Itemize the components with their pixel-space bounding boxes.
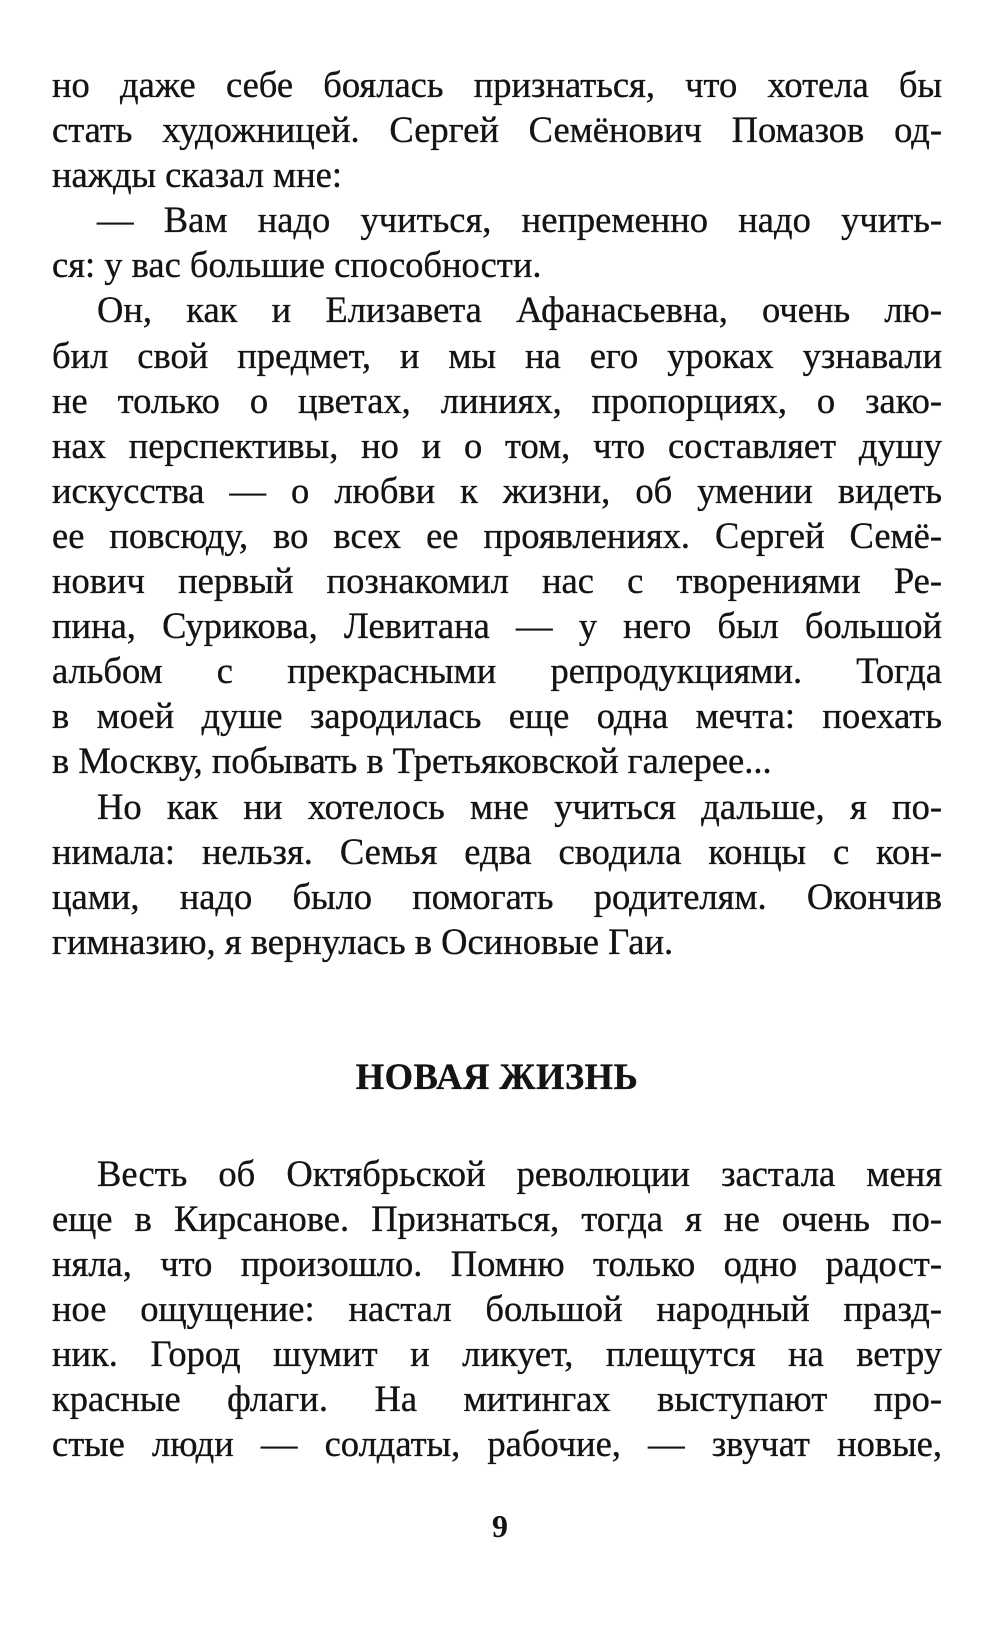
text-line: бил свой предмет, и мы на его уроках узнавали bbox=[52, 334, 942, 376]
text-line: ник. Город шумит и ликует, плещутся на ветру bbox=[52, 1333, 942, 1375]
text-line: нах перспективы, но и о том, что составляет душу bbox=[52, 424, 942, 466]
text-line: стые люди — солдаты, рабочие, — звучат новые, bbox=[52, 1423, 942, 1465]
heading-spacer-bottom bbox=[52, 1099, 942, 1151]
paragraph bbox=[52, 62, 942, 197]
text-line: цами, надо было помогать родителям. Окончив bbox=[52, 875, 942, 917]
text-line: Но как ни хотелось мне учиться дальше, я по- bbox=[97, 785, 942, 827]
paragraph bbox=[52, 197, 942, 287]
page-number: 9 bbox=[492, 1508, 508, 1544]
heading-spacer-top bbox=[52, 964, 942, 1054]
text-line: не только о цветах, линиях, пропорциях, о зако- bbox=[52, 379, 942, 421]
text-line: нажды сказал мне: bbox=[52, 154, 343, 196]
text-line: но даже себе боялась признаться, что хотела бы bbox=[52, 64, 942, 105]
text-line: в Москву, побывать в Третьяковской галерее... bbox=[52, 740, 772, 782]
text-line: искусства — о любви к жизни, об умении видеть bbox=[52, 469, 942, 511]
text-line: ное ощущение: настал большой народный празд- bbox=[52, 1288, 942, 1330]
text-line: няла, что произошло. Помню только одно радост- bbox=[52, 1243, 942, 1285]
text-before-heading bbox=[52, 62, 942, 964]
paragraph bbox=[52, 784, 942, 964]
page-body bbox=[52, 62, 942, 1467]
chapter-heading: НОВАЯ ЖИЗНЬ bbox=[355, 1055, 639, 1097]
text-line: стать художницей. Сергей Семёнович Помазов од- bbox=[52, 109, 942, 151]
text-line: ся: у вас большие способности. bbox=[52, 244, 542, 286]
text-line: нимала: нельзя. Семья едва сводила концы с кон- bbox=[52, 830, 942, 872]
paragraph bbox=[52, 287, 942, 783]
text-line: еще в Кирсанове. Признаться, тогда я не очень по- bbox=[52, 1197, 942, 1239]
text-line: в моей душе зародилась еще одна мечта: поехать bbox=[52, 695, 942, 737]
text-line: Весть об Октябрьской революции застала меня bbox=[97, 1152, 942, 1194]
text-line: пина, Сурикова, Левитана — у него был большой bbox=[52, 605, 942, 647]
text-line: гимназию, я вернулась в Осиновые Гаи. bbox=[52, 920, 674, 962]
text-line: красные флаги. На митингах выступают про- bbox=[52, 1378, 942, 1420]
text-line: нович первый познакомил нас с творениями Ре- bbox=[52, 560, 942, 602]
text-after-heading bbox=[52, 1151, 942, 1467]
text-line: — Вам надо учиться, непременно надо учить- bbox=[97, 199, 942, 241]
paragraph bbox=[52, 1151, 942, 1467]
text-line: ее повсюду, во всех ее проявлениях. Сергей Семё- bbox=[52, 514, 942, 556]
text-line: Он, как и Елизавета Афанасьевна, очень лю- bbox=[97, 289, 942, 331]
text-line: альбом с прекрасными репродукциями. Тогда bbox=[52, 650, 942, 692]
